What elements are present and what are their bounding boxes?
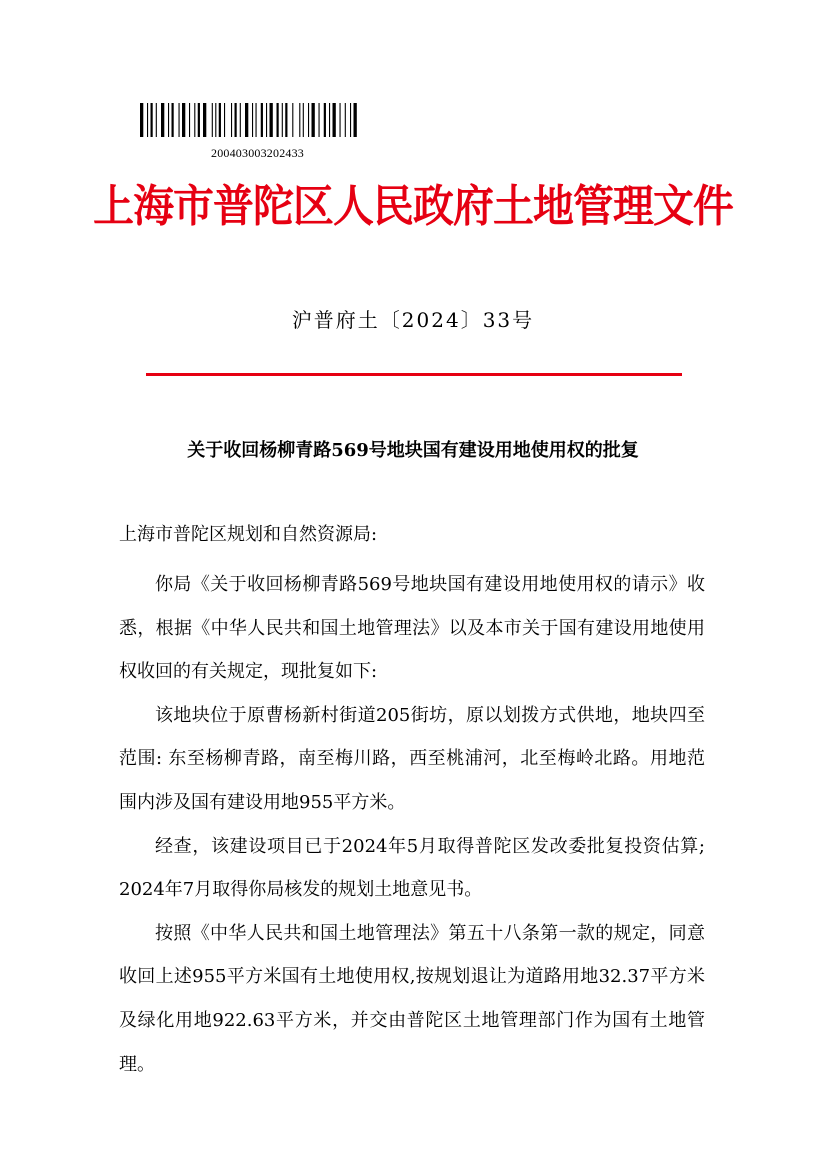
barcode-number: 200403003202433 xyxy=(211,146,304,160)
document-body xyxy=(119,563,705,1086)
document-number: 沪普府土〔2024〕33号 xyxy=(291,308,535,332)
document-header-title: 上海市普陀区人民政府土地管理文件 xyxy=(93,181,733,232)
body-paragraph: 该地块位于原曹杨新村街道205街坊，原以划拨方式供地，地块四至范围: 东至杨柳青路，南至梅川路，西至桃浦河，北至梅岭北路。用地范围内涉及国有建设用地955平方米。 xyxy=(119,704,705,813)
barcode xyxy=(140,103,422,137)
addressee: 上海市普陀区规划和自然资源局: xyxy=(119,524,378,545)
body-paragraph: 你局《关于收回杨柳青路569号地块国有建设用地使用权的请示》收悉，根据《中华人民共和国土地管理法》以及本市关于国有建设用地使用权收回的有关规定，现批复如下: xyxy=(119,574,705,683)
red-divider-line xyxy=(146,373,682,376)
document-title: 关于收回杨柳青路569号地块国有建设用地使用权的批复 xyxy=(187,440,639,461)
body-paragraph: 按照《中华人民共和国土地管理法》第五十八条第一款的规定，同意收回上述955平方米国有土地使用权,按规划退让为道路用地32.37平方米及绿化用地922.63平方米，并交由普陀区土地管理部门作为国有土地管理。 xyxy=(119,922,705,1075)
body-paragraph: 经查，该建设项目已于2024年5月取得普陀区发改委批复投资估算; 2024年7月取得你局核发的规划土地意见书。 xyxy=(119,835,705,901)
